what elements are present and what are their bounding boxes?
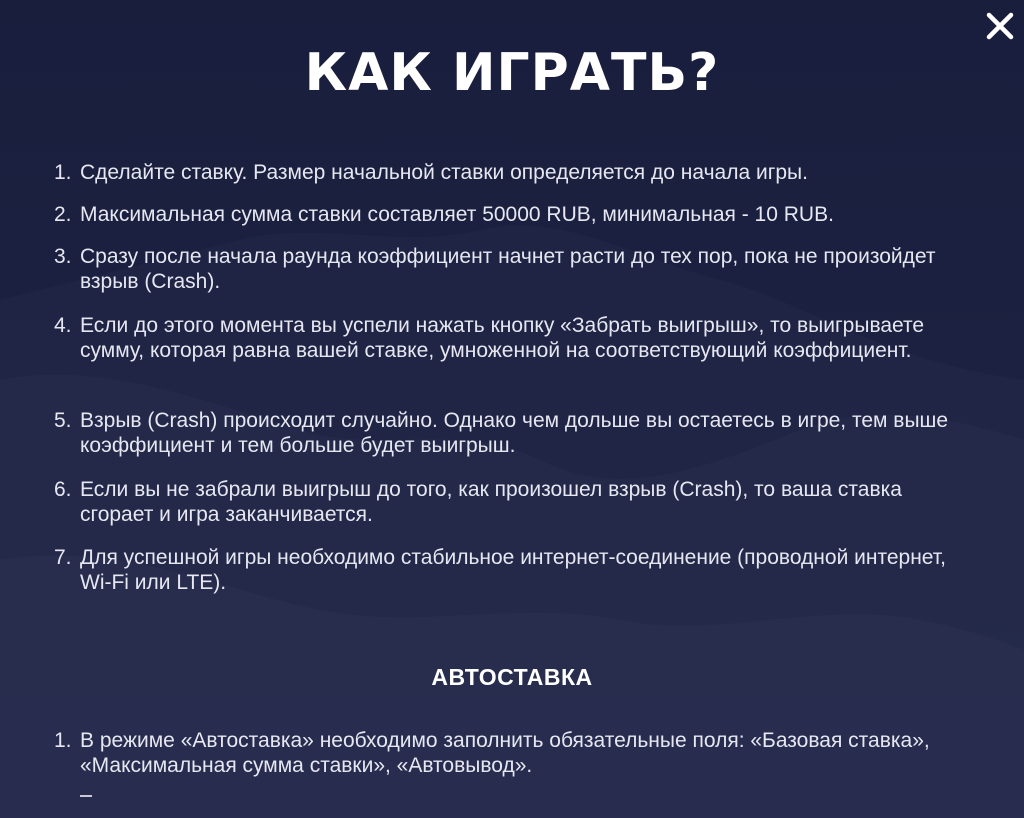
rule-text: Для успешной игры необходимо стабильное интернет-соединение (проводной интернет, Wi-Fi или LTE). xyxy=(80,546,946,594)
rule-number: 1. xyxy=(54,729,72,752)
rule-text: Максимальная сумма ставки составляет 50000 RUB, минимальная - 10 RUB. xyxy=(80,203,834,226)
autobet-section-title: АВТОСТАВКА xyxy=(431,664,593,690)
rule-number: 4. xyxy=(54,314,72,337)
rule-item xyxy=(54,545,960,595)
rule-number: 5. xyxy=(54,409,72,432)
rule-number: 3. xyxy=(54,245,72,268)
rule-text: Если до этого момента вы успели нажать кнопку «Забрать выигрыш», то выигрываете сумму, которая равна вашей ставке, умноженной на соответствующий коэффициент. xyxy=(80,314,925,362)
rule-text: В режиме «Автоставка» необходимо заполнить обязательные поля: «Базовая ставка», «Максимальная сумма ставки», «Автовывод». xyxy=(80,729,930,777)
rule-item xyxy=(54,408,960,458)
rule-item xyxy=(54,244,960,294)
list-continuation-dash xyxy=(80,795,92,797)
rule-item xyxy=(54,202,960,227)
rule-item xyxy=(54,728,960,778)
rule-number: 7. xyxy=(54,546,72,569)
rule-item xyxy=(54,477,960,527)
rule-text: Если вы не забрали выигрыш до того, как произошел взрыв (Crash), то ваша ставка сгорает и игра заканчивается. xyxy=(80,478,902,526)
rule-text: Взрыв (Crash) происходит случайно. Однако чем дольше вы остаетесь в игре, тем выше коэффициент и тем больше будет выигрыш. xyxy=(80,409,949,457)
rule-number: 2. xyxy=(54,203,72,226)
rule-text: Сразу после начала раунда коэффициент начнет расти до тех пор, пока не произойдет взрыв (Crash). xyxy=(80,245,936,293)
rule-number: 1. xyxy=(54,161,72,184)
rule-number: 6. xyxy=(54,478,72,501)
rule-text: Сделайте ставку. Размер начальной ставки определяется до начала игры. xyxy=(80,161,808,184)
rule-item xyxy=(54,160,960,185)
rule-item xyxy=(54,313,960,363)
modal-title: КАК ИГРАТЬ? xyxy=(304,43,720,103)
